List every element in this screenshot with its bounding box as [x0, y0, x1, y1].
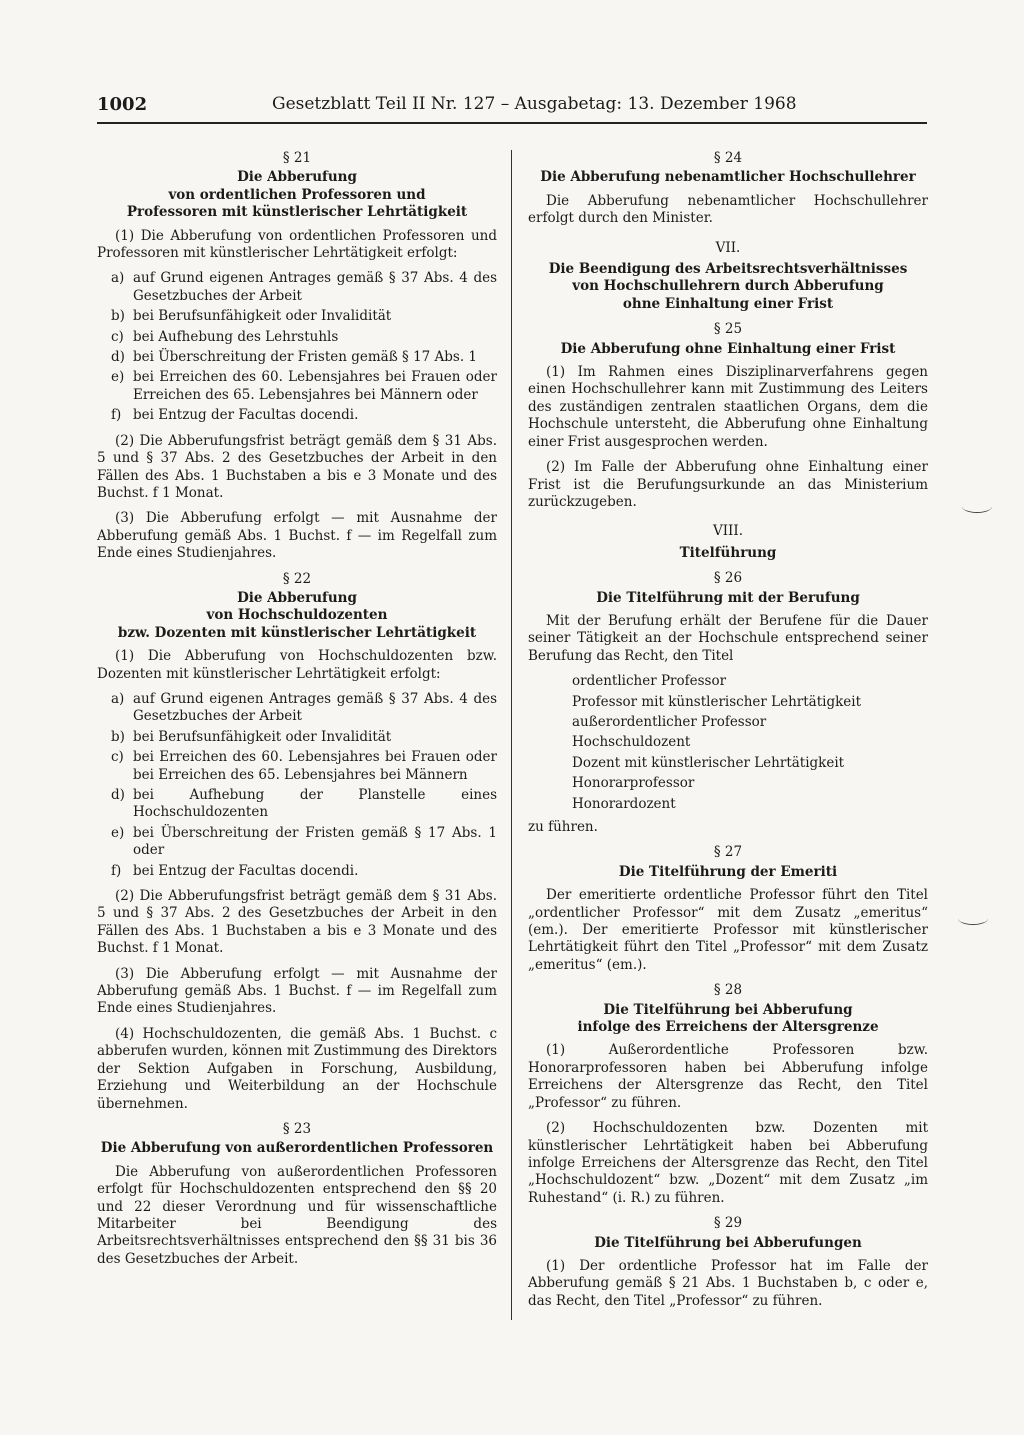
paragraph: (1) Der ordentliche Professor hat im Falle der Abberufung gemäß § 21 Abs. 1 Buchstaben b, c oder e, das Recht, den Titel „Professor“ zu führen. — [528, 1257, 928, 1309]
list-item — [97, 329, 497, 346]
list-item — [97, 863, 497, 880]
list-item — [97, 407, 497, 424]
list-item — [97, 270, 497, 305]
title-line: Die Beendigung des Arbeitsrechtsverhältnisses — [548, 261, 908, 278]
section-number-28: § 28 — [713, 982, 743, 999]
paragraph: Die Abberufung von außerordentlichen Professoren erfolgt für Hochschuldozenten entsprechend den §§ 20 und 22 dieser Verordnung und für wissenschaftliche Mitarbeiter bei Beendigung des Arbeitsrechtsverhältnisses entsprechend den §§ 31 bis 36 des Gesetzbuches der Arbeit. — [97, 1163, 497, 1267]
section-number-27: § 27 — [713, 844, 743, 861]
title-line: Die Titelführung bei Abberufung — [603, 1001, 853, 1018]
list-text: bei Berufsunfähigkeit oder Invalidität — [133, 728, 392, 745]
list-item — [97, 787, 497, 822]
part-title-viii: Titelführung — [679, 544, 777, 561]
title-line: Professoren mit künstlerischer Lehrtätigkeit — [126, 204, 468, 221]
list-item — [97, 308, 497, 325]
list-text: auf Grund eigenen Antrages gemäß § 37 Abs. 4 des Gesetzbuches der Arbeit — [133, 690, 497, 725]
list-text: bei Überschreitung der Fristen gemäß § 17 Abs. 1 — [133, 349, 478, 366]
section-title-28 — [528, 1002, 928, 1037]
list-item — [97, 691, 497, 726]
section-title-29: Die Titelführung bei Abberufungen — [594, 1234, 862, 1251]
section-number-23: § 23 — [282, 1120, 312, 1137]
title-line: Die Abberufung — [237, 589, 357, 606]
list-text: bei Aufhebung des Lehrstuhls — [133, 328, 339, 345]
enumeration-list — [97, 270, 497, 424]
section-title-23: Die Abberufung von außerordentlichen Professoren — [100, 1140, 494, 1157]
title-list-item: Hochschuldozent — [572, 734, 691, 751]
paragraph: (1) Die Abberufung von ordentlichen Professoren und Professoren mit künstlerischer Lehrtätigkeit erfolgt: — [97, 227, 497, 262]
list-marker: e) — [111, 824, 125, 841]
paragraph: zu führen. — [528, 819, 598, 835]
title-list-item: ordentlicher Professor — [572, 673, 727, 690]
title-list-item: Honorarprofessor — [572, 775, 695, 792]
paragraph: Mit der Berufung erhält der Berufene für die Dauer seiner Tätigkeit an der Hochschule entsprechend seiner Berufung das Recht, den Titel — [528, 612, 928, 664]
margin-pencil-mark — [962, 500, 992, 513]
paragraph: (2) Im Falle der Abberufung ohne Einhaltung einer Frist ist die Berufungsurkunde an das Ministerium zurückzugeben. — [528, 459, 928, 510]
list-marker: b) — [111, 308, 125, 325]
section-number-24: § 24 — [713, 150, 743, 166]
paragraph: (2) Die Abberufungsfrist beträgt gemäß dem § 31 Abs. 5 und § 37 Abs. 2 des Gesetzbuches der Arbeit in den Fällen des Abs. 1 Buchstaben a bis e 3 Monate und des Buchst. f 1 Monat. — [97, 888, 497, 957]
list-marker: c) — [111, 749, 124, 766]
title-line: bzw. Dozenten mit künstlerischer Lehrtätigkeit — [117, 624, 477, 641]
paragraph: Die Abberufung nebenamtlicher Hochschullehrer erfolgt durch den Minister. — [528, 192, 928, 227]
title-list-item: außerordentlicher Professor — [572, 713, 767, 730]
title-line: von ordentlichen Professoren und — [168, 186, 426, 203]
list-marker: e) — [111, 369, 125, 386]
section-number-29: § 29 — [713, 1215, 743, 1232]
list-text: bei Entzug der Facultas docendi. — [133, 407, 359, 424]
list-text: bei Erreichen des 60. Lebensjahres bei Frauen oder Erreichen des 65. Lebensjahres bei Männern oder — [133, 369, 497, 403]
title-line: von Hochschuldozenten — [206, 607, 388, 624]
list-item — [97, 729, 497, 746]
header-rule — [97, 122, 927, 124]
list-marker: f) — [111, 862, 122, 879]
section-title-22 — [97, 590, 497, 642]
list-marker: d) — [111, 787, 125, 803]
list-text: bei Entzug der Facultas docendi. — [133, 862, 359, 879]
paragraph: (1) Im Rahmen eines Disziplinarverfahrens gegen einen Hochschullehrer kann mit Zustimmung des Leiters des zuständigen zentralen staatlichen Organs, dem die Hochschule untersteht, die Abberufung ohne Einhaltung einer Frist ausgesprochen werden. — [528, 364, 928, 450]
paragraph: (3) Die Abberufung erfolgt — mit Ausnahme der Abberufung gemäß Abs. 1 Buchst. f — im Regelfall zum Ende eines Studienjahres. — [97, 510, 497, 562]
title-list-item: Honorardozent — [572, 795, 676, 812]
list-marker: a) — [111, 690, 125, 707]
title-line: Die Abberufung — [237, 169, 357, 186]
section-title-26: Die Titelführung mit der Berufung — [596, 589, 860, 606]
list-item — [97, 349, 497, 366]
column-divider — [511, 150, 512, 1320]
list-text: bei Berufsunfähigkeit oder Invalidität — [133, 308, 392, 325]
title-list-item: Professor mit künstlerischer Lehrtätigkeit — [572, 693, 862, 710]
page-number: 1002 — [97, 94, 148, 115]
paragraph: (2) Die Abberufungsfrist beträgt gemäß dem § 31 Abs. 5 und § 37 Abs. 2 des Gesetzbuches der Arbeit in den Fällen des Abs. 1 Buchstaben a bis e 3 Monate und des Buchst. f 1 Monat. — [97, 432, 497, 501]
section-number-22: § 22 — [282, 570, 312, 587]
page-header — [97, 94, 927, 124]
section-number-25: § 25 — [713, 321, 743, 338]
section-number-26: § 26 — [713, 570, 743, 587]
left-column — [97, 142, 497, 1276]
part-heading-vii: VII. — [715, 239, 741, 256]
list-marker: f) — [111, 407, 122, 424]
enumeration-list — [97, 691, 497, 880]
list-item — [97, 369, 497, 404]
running-title: Gesetzblatt Teil II Nr. 127 – Ausgabetag: 13. Dezember 1968 — [272, 94, 797, 114]
title-line: von Hochschullehrern durch Abberufung — [572, 278, 884, 295]
list-marker: c) — [111, 328, 124, 345]
list-item — [97, 749, 497, 784]
list-text: auf Grund eigenen Antrages gemäß § 37 Abs. 4 des Gesetzbuches der Arbeit — [133, 270, 497, 304]
list-item — [97, 825, 497, 860]
part-heading-viii: VIII. — [712, 523, 744, 540]
paragraph: Der emeritierte ordentliche Professor führt den Titel „ordentlicher Professor“ mit dem Zusatz „emeritus“ (em.). Der emeritierte Professor mit künstlerischer Lehrtätigkeit führt den Titel „Professor“ mit dem Zusatz „emeritus“ (em.). — [528, 887, 928, 973]
paragraph: (4) Hochschuldozenten, die gemäß Abs. 1 Buchst. c abberufen wurden, können mit Zustimmung des Direktors der Sektion Aufgaben in Forschung, Ausbildung, Erziehung und Weiterbildung an der Hochschule übernehmen. — [97, 1025, 497, 1112]
list-marker: d) — [111, 349, 125, 366]
section-number-21: § 21 — [282, 150, 312, 166]
paragraph: (1) Die Abberufung von Hochschuldozenten bzw. Dozenten mit künstlerischer Lehrtätigkeit erfolgt: — [97, 648, 497, 682]
title-list — [572, 673, 928, 813]
section-title-27: Die Titelführung der Emeriti — [618, 863, 838, 880]
list-text: bei Aufhebung der Planstelle eines Hochschuldozenten — [133, 787, 497, 821]
paragraph: (1) Außerordentliche Professoren bzw. Honorarprofessoren haben bei Abberufung infolge Erreichens der Altersgrenze das Recht, den Titel „Professor“ zu führen. — [528, 1042, 928, 1111]
list-text: bei Überschreitung der Fristen gemäß § 17 Abs. 1 oder — [133, 824, 497, 859]
title-line: ohne Einhaltung einer Frist — [622, 295, 834, 312]
section-title-25: Die Abberufung ohne Einhaltung einer Frist — [560, 340, 896, 357]
section-title-21 — [97, 169, 497, 221]
margin-pencil-mark — [958, 912, 988, 925]
right-column — [528, 142, 928, 1318]
list-marker: a) — [111, 270, 125, 287]
list-marker: b) — [111, 728, 125, 745]
part-title-vii — [528, 261, 928, 313]
paragraph: (3) Die Abberufung erfolgt — mit Ausnahme der Abberufung gemäß Abs. 1 Buchst. f — im Regelfall zum Ende eines Studienjahres. — [97, 965, 497, 1017]
title-line: infolge des Erreichens der Altersgrenze — [577, 1019, 879, 1036]
title-list-item: Dozent mit künstlerischer Lehrtätigkeit — [572, 754, 845, 771]
list-text: bei Erreichen des 60. Lebensjahres bei Frauen oder bei Erreichen des 65. Lebensjahres bei Männern — [133, 749, 497, 783]
section-title-24: Die Abberufung nebenamtlicher Hochschullehrer — [540, 169, 916, 186]
paragraph: (2) Hochschuldozenten bzw. Dozenten mit künstlerischer Lehrtätigkeit haben bei Abberufung infolge Erreichens der Altersgrenze das Recht, den Titel „Hochschuldozent“ bzw. „Dozent“ mit dem Zusatz „im Ruhestand“ (i. R.) zu führen. — [528, 1120, 928, 1206]
